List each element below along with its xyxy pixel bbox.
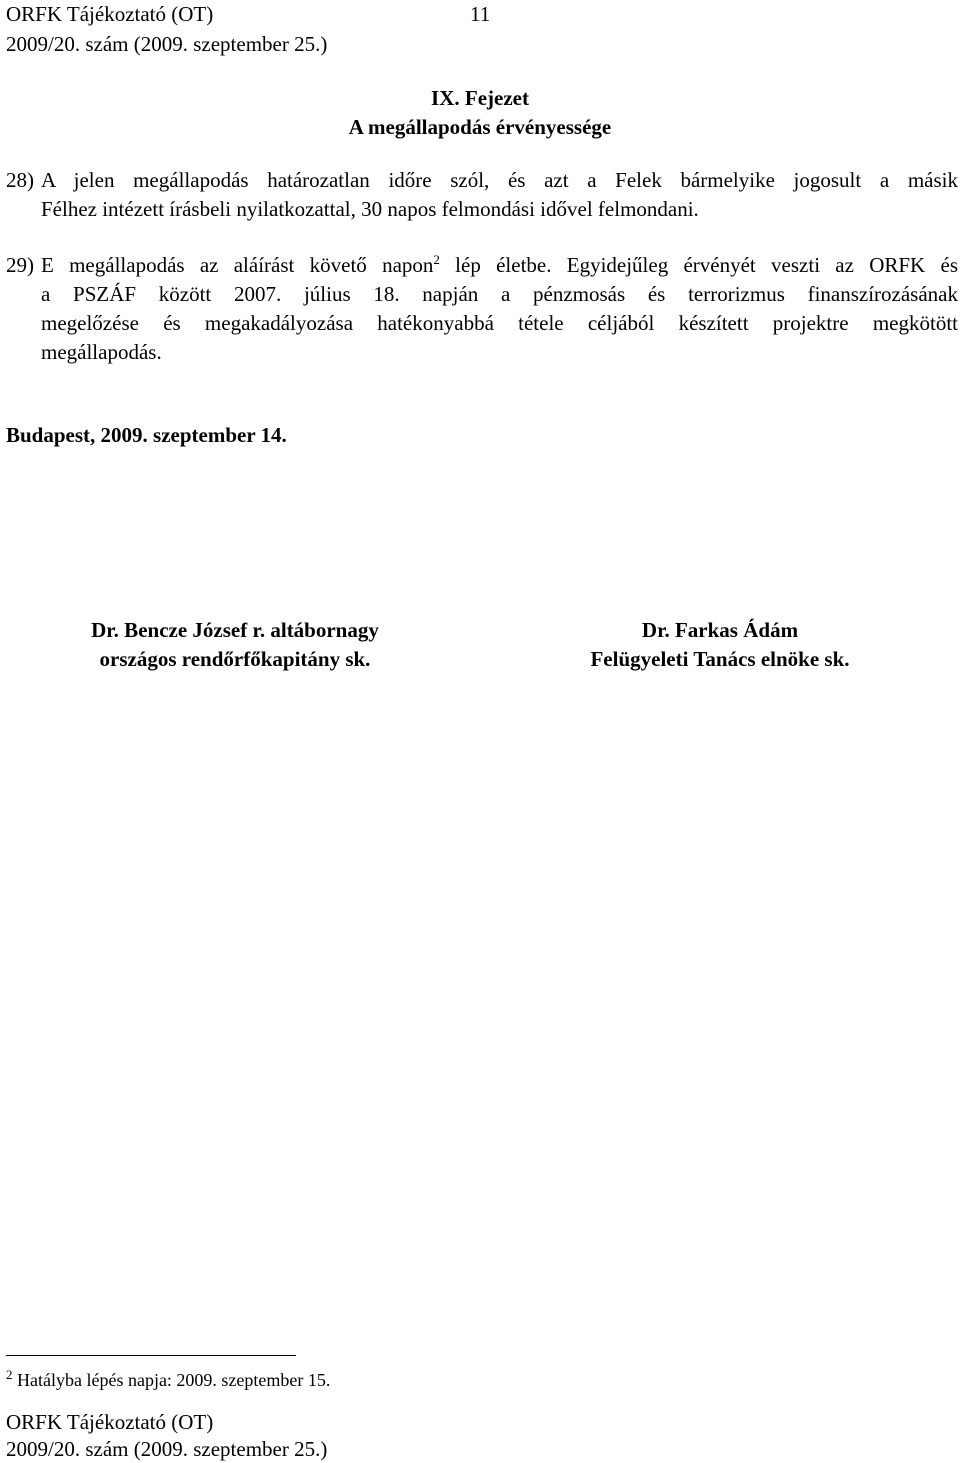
signatory-right-title: Felügyeleti Tanács elnöke sk. — [590, 647, 850, 671]
footer-publication-title: ORFK Tájékoztató (OT) — [6, 1410, 214, 1434]
section-29-line-4: megállapodás. — [41, 340, 162, 364]
place-and-date: Budapest, 2009. szeptember 14. — [6, 423, 287, 447]
footer-issue-info: 2009/20. szám (2009. szeptember 25.) — [6, 1437, 328, 1461]
signature-block-right — [520, 616, 920, 674]
section-28-text — [41, 166, 958, 224]
footnote-mark: 2 — [6, 1367, 13, 1382]
section-28-line-2: Félhez intézett írásbeli nyilatkozattal, 30 napos felmondási idővel felmondani. — [41, 197, 699, 221]
section-29-line-3: megelőzése és megakadályozása hatékonyabbá tétele céljából készített projektre megkötött — [41, 311, 958, 335]
chapter-number: IX. Fejezet — [431, 86, 529, 110]
footnote-text: Hatályba lépés napja: 2009. szeptember 15. — [12, 1370, 331, 1390]
header-publication-title: ORFK Tájékoztató (OT) — [6, 2, 214, 26]
section-29-line-1-start: E megállapodás az aláírást követő napon — [41, 253, 434, 277]
section-29-line-1 — [41, 251, 958, 280]
section-29-number: 29) — [6, 253, 34, 277]
signature-block-left — [40, 616, 430, 674]
signatory-right-name: Dr. Farkas Ádám — [641, 618, 799, 642]
section-29-text — [41, 251, 958, 367]
section-29-line-1-end: lép életbe. Egyidejűleg érvényét veszti az ORFK és — [439, 253, 958, 277]
footnote-separator — [6, 1355, 296, 1356]
footnote — [6, 1369, 330, 1391]
signatory-left-name: Dr. Bencze József r. altábornagy — [91, 618, 379, 642]
footnote-reference[interactable]: 2 — [433, 252, 440, 267]
section-29-line-2: a PSZÁF között 2007. július 18. napján a pénzmosás és terrorizmus finanszírozásának — [41, 282, 958, 306]
chapter-title: A megállapodás érvényessége — [348, 115, 612, 139]
section-28-line-1: A jelen megállapodás határozatlan időre szól, és azt a Felek bármelyike jogosult a másik — [41, 168, 958, 192]
signatory-left-title: országos rendőrfőkapitány sk. — [99, 647, 371, 671]
section-28-number: 28) — [6, 168, 34, 192]
header-issue-info: 2009/20. szám (2009. szeptember 25.) — [6, 32, 328, 56]
page-number: 11 — [470, 2, 491, 26]
